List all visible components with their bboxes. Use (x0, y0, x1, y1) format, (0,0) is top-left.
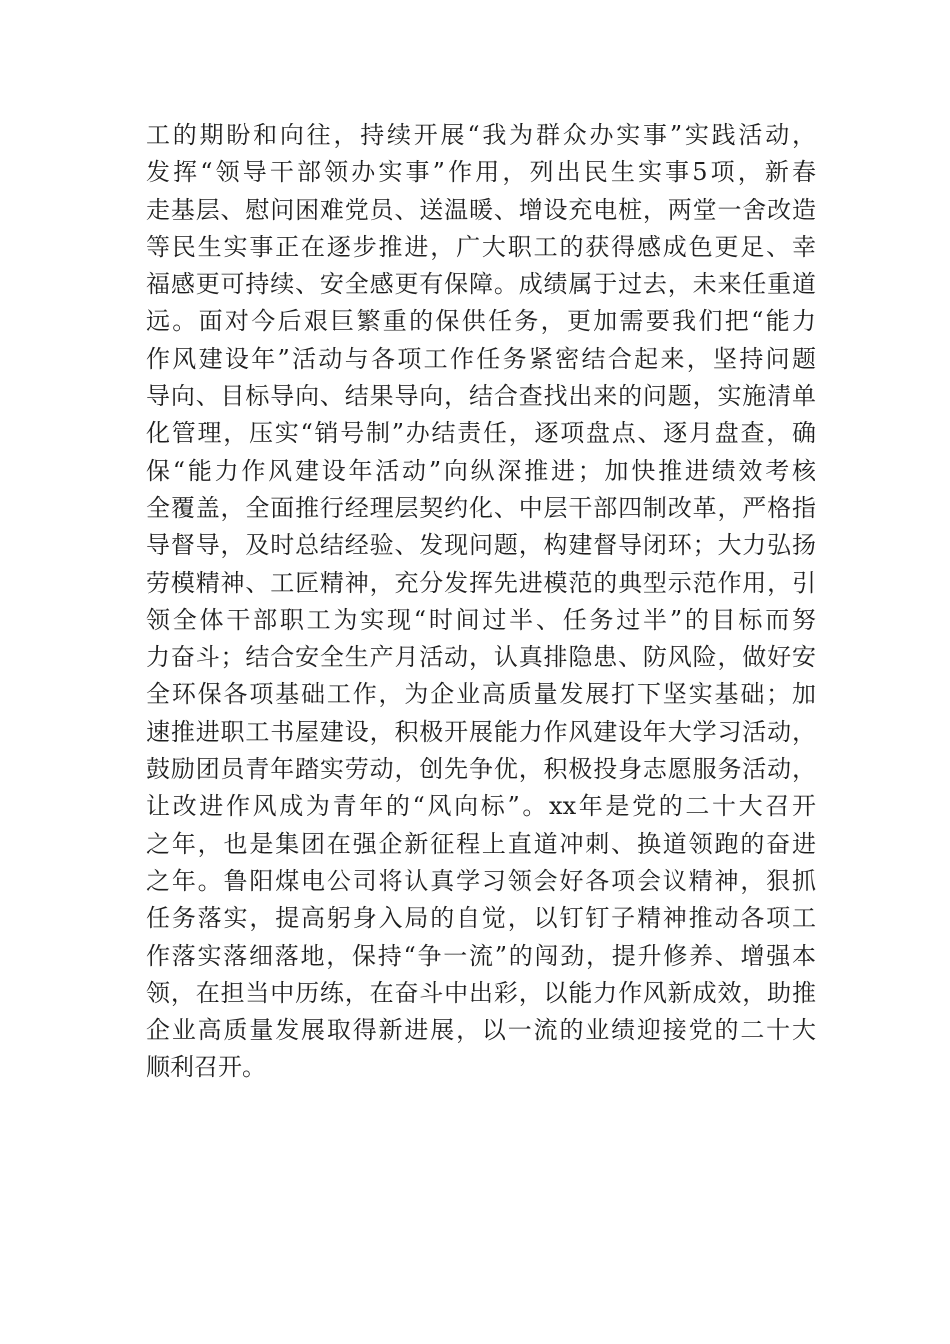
text-line: 速推进职工书屋建设，积极开展能力作风建设年大学习活动， (146, 717, 816, 746)
text-line: 全环保各项基础工作，为企业高质量发展打下坚实基础；加 (146, 680, 816, 709)
text-line: 作落实落细落地，保持“争一流”的闯劲，提升修养、增强本 (146, 941, 816, 970)
text-line: 顺利召开。 (146, 1053, 266, 1082)
text-line: 企业高质量发展取得新进展，以一流的业绩迎接党的二十大 (146, 1016, 816, 1045)
body-paragraph (146, 117, 816, 1087)
text-line: 化管理，压实“销号制”办结责任，逐项盘点、逐月盘查，确 (146, 419, 816, 448)
text-line: 鼓励团员青年踏实劳动，创先争优，积极投身志愿服务活动， (146, 755, 816, 784)
text-line: 导向、目标导向、结果导向，结合查找出来的问题，实施清单 (146, 382, 816, 411)
text-line: 走基层、慰问困难党员、送温暖、增设充电桩，两堂一舍改造 (146, 195, 816, 224)
text-line: 之年。鲁阳煤电公司将认真学习领会好各项会议精神，狠抓 (146, 866, 816, 895)
text-line: 领，在担当中历练，在奋斗中出彩，以能力作风新成效，助推 (146, 978, 816, 1007)
text-line: 等民生实事正在逐步推进，广大职工的获得感成色更足、幸 (146, 232, 816, 261)
text-line: 领全体干部职工为实现“时间过半、任务过半”的目标而努 (146, 605, 816, 634)
text-line: 导督导，及时总结经验、发现问题，构建督导闭环；大力弘扬 (146, 531, 816, 560)
text-line: 任务落实，提高躬身入局的自觉，以钉钉子精神推动各项工 (146, 904, 816, 933)
text-line: 保“能力作风建设年活动”向纵深推进；加快推进绩效考核 (146, 456, 816, 485)
text-line: 福感更可持续、安全感更有保障。成绩属于过去，未来任重道 (146, 270, 816, 299)
text-line: 远。面对今后艰巨繁重的保供任务，更加需要我们把“能力 (146, 307, 816, 336)
text-line: 工的期盼和向往，持续开展“我为群众办实事”实践活动， (146, 121, 816, 149)
text-line: 让改进作风成为青年的“风向标”。xx年是党的二十大召开 (146, 792, 816, 821)
text-line: 作风建设年”活动与各项工作任务紧密结合起来，坚持问题 (146, 344, 816, 373)
text-line: 劳模精神、工匠精神，充分发挥先进模范的典型示范作用，引 (146, 568, 816, 597)
text-line: 力奋斗；结合安全生产月活动，认真排隐患、防风险，做好安 (146, 643, 816, 672)
text-line: 发挥“领导干部领办实事”作用，列出民生实事5项，新春 (146, 158, 816, 187)
text-line: 全覆盖，全面推行经理层契约化、中层干部四制改革，严格指 (146, 493, 816, 522)
text-line: 之年，也是集团在强企新征程上直道冲刺、换道领跑的奋进 (146, 829, 816, 858)
